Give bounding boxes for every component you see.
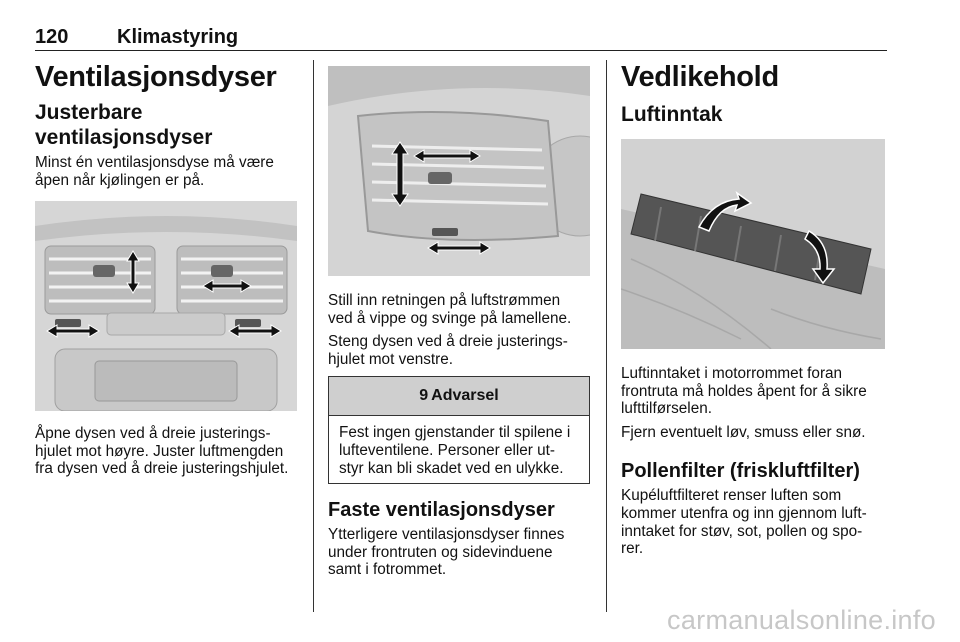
warning-box <box>328 376 590 484</box>
caption-line3: fra dysen ved å dreie justeringshjulet. <box>35 460 289 478</box>
section-title-vedlikehold: Vedlikehold <box>621 61 779 93</box>
intake-line1: Luftinntaket i motorrommet foran <box>621 365 843 382</box>
caption-line1: Åpne dysen ved å dreie justerings- <box>35 425 271 443</box>
chapter-title: Klimastyring <box>117 26 239 48</box>
column-left <box>35 60 297 478</box>
fixed-vents-title: Faste ventilasjonsdyser <box>328 499 555 522</box>
caption-line2: hjulet mot høyre. Juster luftmengden <box>35 442 284 460</box>
warning-line2: lufteventilene. Personer eller ut- <box>339 441 555 459</box>
air-intake-illustration <box>621 139 885 349</box>
subsection-title-line2: ventilasjonsdyser <box>35 126 213 149</box>
side-vent-illustration <box>328 66 590 276</box>
fixed-vents-line1: Ytterligere ventilasjonsdyser finnes <box>328 526 565 544</box>
warning-body <box>329 416 589 483</box>
column-right <box>621 60 885 558</box>
text1-line2: ved å vippe og svinge på lamellene. <box>328 309 572 327</box>
pollen-line1: Kupéluftfilteret renser luften som <box>621 487 842 505</box>
pollen-line4: rer. <box>621 540 644 558</box>
section-title-ventilasjonsdyser: Ventilasjonsdyser <box>35 61 277 93</box>
vent-dashboard-illustration <box>35 201 297 411</box>
fixed-vents-line2: under frontruten og sidevinduene <box>328 543 553 561</box>
intake-line4: Fjern eventuelt løv, smuss eller snø. <box>621 423 866 441</box>
pollen-line3: inntaket for støv, sot, pollen og spo- <box>621 522 863 540</box>
subsection-title-line1: Justerbare <box>35 101 143 124</box>
text1-line1: Still inn retningen på luftstrømmen <box>328 292 561 309</box>
warning-line3: styr kan bli skadet ved en ulykke. <box>339 459 564 477</box>
column-middle <box>328 60 590 579</box>
intro-text-line2: åpen når kjølingen er på. <box>35 171 205 189</box>
pollen-line2: kommer utenfra og inn gjennom luft- <box>621 504 867 522</box>
page-number: 120 <box>35 26 69 48</box>
intake-line3: lufttilførselen. <box>621 400 712 418</box>
intake-line2: frontruta må holdes åpent for å sikre <box>621 382 867 400</box>
column-divider-2 <box>606 60 607 612</box>
column-divider-1 <box>313 60 314 612</box>
page-header <box>35 26 887 51</box>
pollen-filter-title: Pollenfilter (friskluftfilter) <box>621 460 860 483</box>
intro-text-line1: Minst én ventilasjonsdyse må være <box>35 154 274 171</box>
subsection-title-luftinntak: Luftinntak <box>621 103 723 126</box>
fixed-vents-line3: samt i fotrommet. <box>328 561 447 579</box>
warning-line1: Fest ingen gjenstander til spilene i <box>339 424 571 442</box>
warning-header <box>329 377 589 416</box>
watermark: carmanualsonline.info <box>667 605 936 635</box>
warning-icon: 9 <box>419 387 429 405</box>
text2-line1: Steng dysen ved å dreie justerings- <box>328 333 568 351</box>
warning-title: Advarsel <box>431 387 499 405</box>
text2-line2: hjulet mot venstre. <box>328 350 453 368</box>
